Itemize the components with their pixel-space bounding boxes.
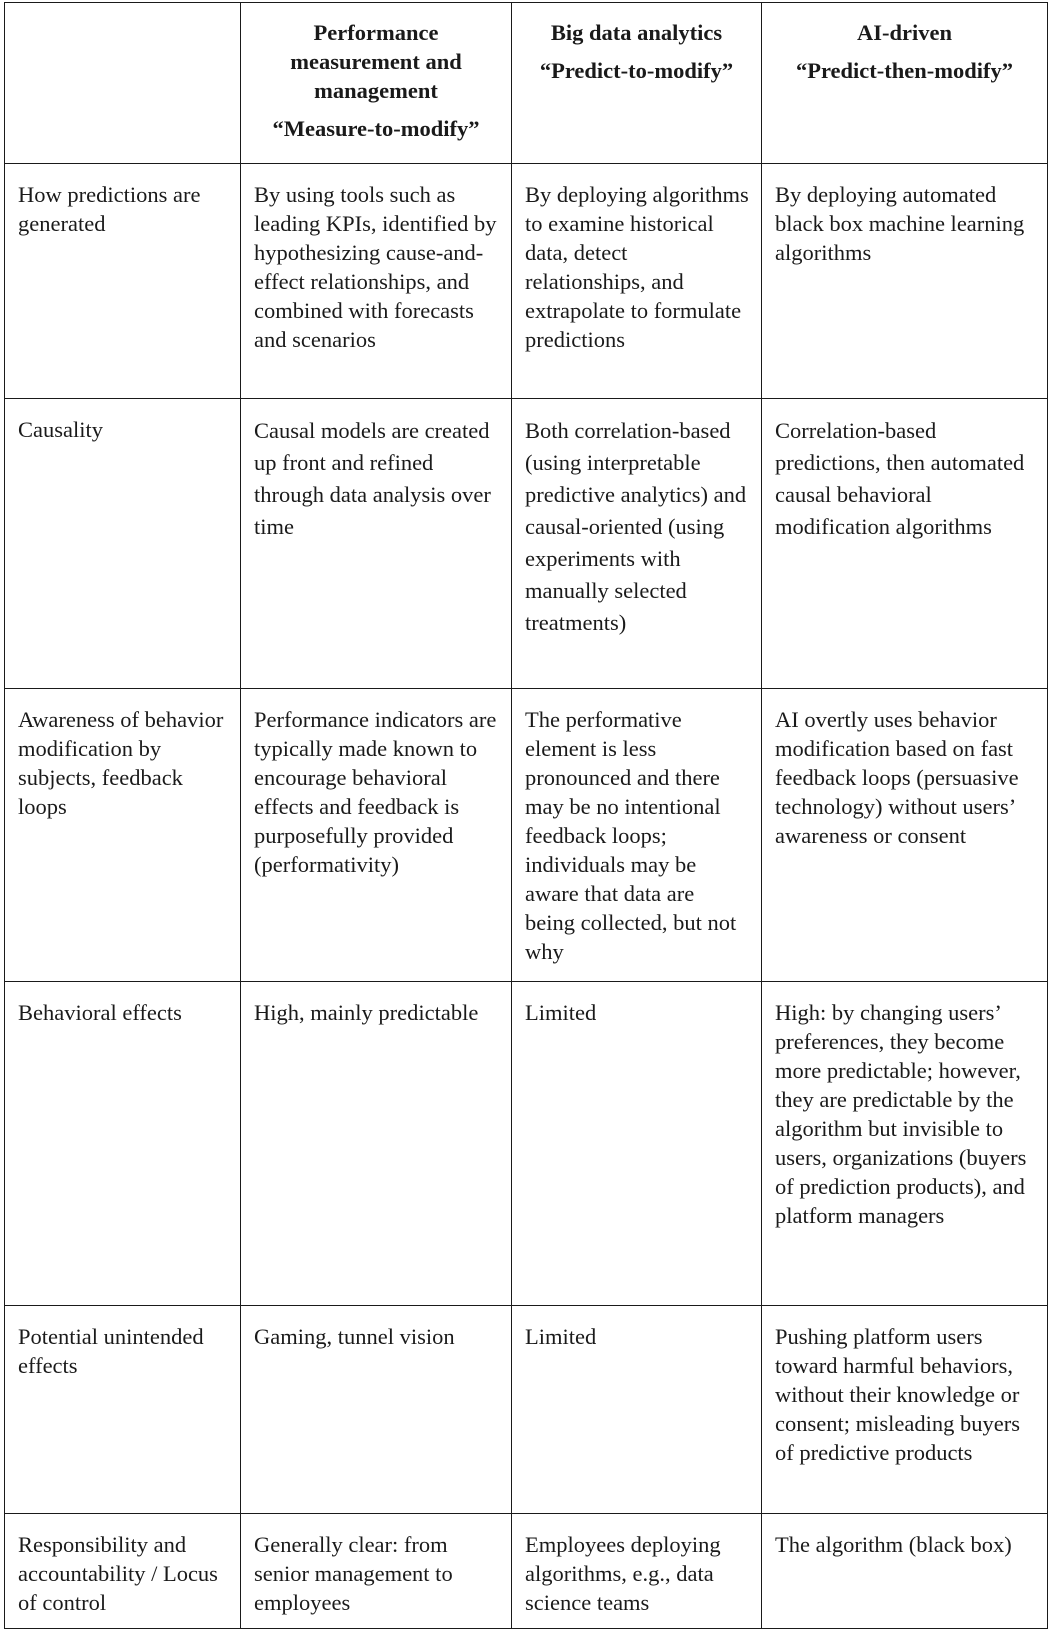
cell-measure-to-modify: High, mainly predictable [241, 982, 512, 1306]
header-title: Big data analytics [550, 20, 723, 45]
row-label: Responsibility and accountability / Locus of control [5, 1514, 241, 1629]
row-label: Awareness of behavior modification by subjects, feedback loops [5, 689, 241, 982]
cell-measure-to-modify: Generally clear: from senior management to employees [241, 1514, 512, 1629]
row-label: Causality [5, 399, 241, 689]
table-row [5, 164, 1048, 399]
cell-measure-to-modify: Gaming, tunnel vision [241, 1306, 512, 1514]
table-row [5, 982, 1048, 1306]
header-title: Performance measurement and management [290, 20, 462, 103]
row-label: Behavioral effects [5, 982, 241, 1306]
cell-predict-then-modify: The algorithm (black box) [762, 1514, 1048, 1629]
cell-predict-to-modify: Employees deploying algorithms, e.g., data science teams [512, 1514, 762, 1629]
header-empty-cell [5, 3, 241, 164]
cell-predict-then-modify: High: by changing users’ preferences, they become more predictable; however, they are predictable by the algorithm but invisible to users, organizations (buyers of prediction products), and platform managers [762, 982, 1048, 1306]
table-row [5, 1514, 1048, 1629]
cell-predict-to-modify: By deploying algorithms to examine historical data, detect relationships, and extrapolate to formulate predictions [512, 164, 762, 399]
cell-measure-to-modify: By using tools such as leading KPIs, identified by hypothesizing cause-and-effect relationships, and combined with forecasts and scenarios [241, 164, 512, 399]
header-cell-measure-to-modify [241, 3, 512, 164]
table-row [5, 399, 1048, 689]
header-subtitle: “Predict-to-modify” [539, 58, 734, 83]
header-cell-predict-then-modify [762, 3, 1048, 164]
table-row [5, 1306, 1048, 1514]
cell-predict-then-modify: By deploying automated black box machine learning algorithms [762, 164, 1048, 399]
cell-predict-then-modify: Correlation-based predictions, then automated causal behavioral modification algorithms [762, 399, 1048, 689]
row-label: Potential unintended effects [5, 1306, 241, 1514]
header-subtitle: “Predict-then-modify” [795, 58, 1014, 83]
header-cell-predict-to-modify [512, 3, 762, 164]
table-row [5, 689, 1048, 982]
cell-predict-to-modify: Limited [512, 1306, 762, 1514]
row-label: How predictions are generated [5, 164, 241, 399]
header-title: AI-driven [857, 20, 952, 45]
comparison-table [4, 2, 1048, 1629]
cell-measure-to-modify: Performance indicators are typically made known to encourage behavioral effects and feedback is purposefully provided (performativity) [241, 689, 512, 982]
header-subtitle: “Measure-to-modify” [272, 116, 480, 141]
cell-predict-to-modify: Both correlation-based (using interpretable predictive analytics) and causal-oriented (using experiments with manually selected treatments) [512, 399, 762, 689]
cell-predict-to-modify: The performative element is less pronounced and there may be no intentional feedback loops; individuals may be aware that data are being collected, but not why [512, 689, 762, 982]
cell-predict-then-modify: Pushing platform users toward harmful behaviors, without their knowledge or consent; misleading buyers of predictive products [762, 1306, 1048, 1514]
cell-measure-to-modify: Causal models are created up front and refined through data analysis over time [241, 399, 512, 689]
cell-predict-then-modify: AI overtly uses behavior modification based on fast feedback loops (persuasive technology) without users’ awareness or consent [762, 689, 1048, 982]
header-row [5, 3, 1048, 164]
cell-predict-to-modify: Limited [512, 982, 762, 1306]
